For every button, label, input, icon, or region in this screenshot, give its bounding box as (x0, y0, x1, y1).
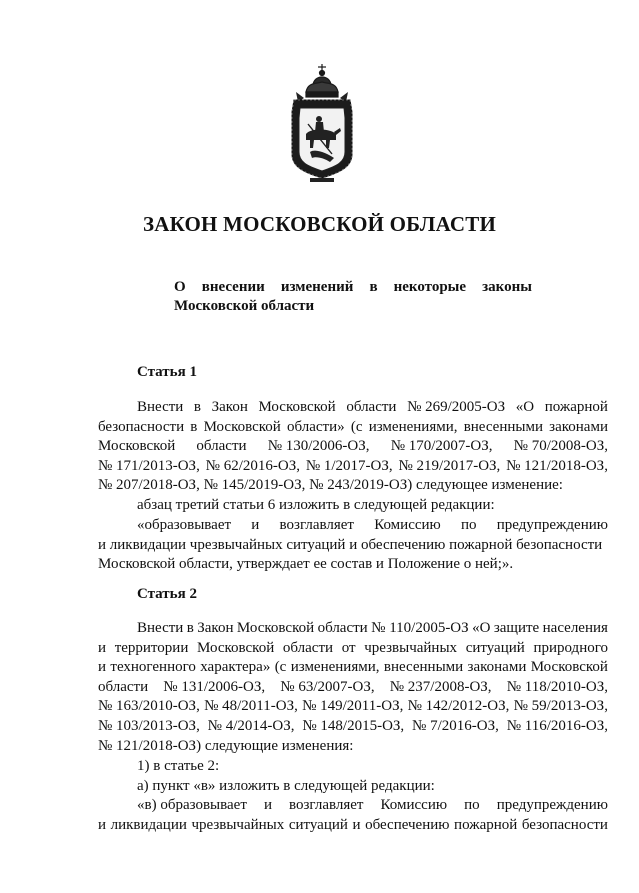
text-line: Московской области, утверждает ее состав и Положение о ней;». (98, 556, 514, 573)
subtitle-line-2: Московской области (174, 298, 315, 314)
law-subtitle (174, 278, 532, 316)
article-2-heading: Статья 2 (137, 586, 197, 602)
text-line: области № 131/2006-ОЗ, № 63/2007-ОЗ, № 237/2008-ОЗ, № 118/2010-ОЗ, (98, 678, 608, 695)
text-line: 1) в статье 2: (137, 758, 220, 774)
subtitle-word: изменений (280, 279, 354, 295)
text-line: Внести в Закон Московской области № 110/2005-ОЗ «О защите населения (137, 620, 608, 636)
subtitle-word: внесении (201, 279, 265, 295)
text-line: «в) образовывает и возглавляет Комиссию по предупреждению (137, 797, 608, 813)
coat-of-arms-icon (286, 62, 358, 184)
text-line: № 171/2013-ОЗ, № 62/2016-ОЗ, № 1/2017-ОЗ, № 219/2017-ОЗ, № 121/2018-ОЗ, (98, 457, 608, 474)
subtitle-word: в (369, 279, 378, 295)
text-line: № 103/2013-ОЗ, № 4/2014-ОЗ, № 148/2015-ОЗ, № 7/2016-ОЗ, № 116/2016-ОЗ, (98, 717, 608, 734)
article-1-quote (98, 516, 608, 575)
article-1-heading: Статья 1 (137, 364, 197, 380)
subtitle-word: некоторые (393, 279, 467, 295)
text-line: а) пункт «в» изложить в следующей редакции: (137, 777, 435, 794)
text-line: и ликвидации чрезвычайных ситуаций и обеспечению пожарной безопасности (98, 536, 603, 553)
text-line: и техногенного характера» (с изменениями, внесенными законами Московской (98, 659, 608, 676)
article-2-item-1 (98, 757, 608, 796)
article-1-change-intro (98, 496, 608, 516)
text-line: № 163/2010-ОЗ, № 48/2011-ОЗ, № 149/2011-ОЗ, № 142/2012-ОЗ, № 59/2013-ОЗ, (98, 698, 608, 715)
text-line: Внести в Закон Московской области № 269/2005-ОЗ «О пожарной (137, 399, 608, 415)
text-line: и ликвидации чрезвычайных ситуаций и обеспечению пожарной безопасности (98, 816, 608, 833)
article-2-intro (98, 619, 608, 756)
text-line: № 207/2018-ОЗ, № 145/2019-ОЗ, № 243/2019-ОЗ) следующее изменение: (98, 477, 563, 494)
article-1-intro (98, 398, 608, 496)
subtitle-word: законы (482, 279, 532, 295)
text-line: № 121/2018-ОЗ) следующие изменения: (98, 737, 354, 754)
subtitle-line-1 (174, 278, 532, 297)
law-title: ЗАКОН МОСКОВСКОЙ ОБЛАСТИ (142, 212, 497, 236)
subtitle-word: О (174, 279, 186, 295)
text-line: абзац третий статьи 6 изложить в следующей редакции: (137, 497, 495, 513)
text-line: Московской области № 130/2006-ОЗ, № 170/2007-ОЗ, № 70/2008-ОЗ, (98, 438, 608, 455)
text-line: и территории Московской области от чрезвычайных ситуаций природного (98, 639, 608, 656)
text-line: безопасности в Московской области» (с изменениями, внесенными законами (98, 418, 608, 435)
text-line: «образовывает и возглавляет Комиссию по предупреждению (137, 517, 608, 533)
article-2-quote (98, 796, 608, 835)
